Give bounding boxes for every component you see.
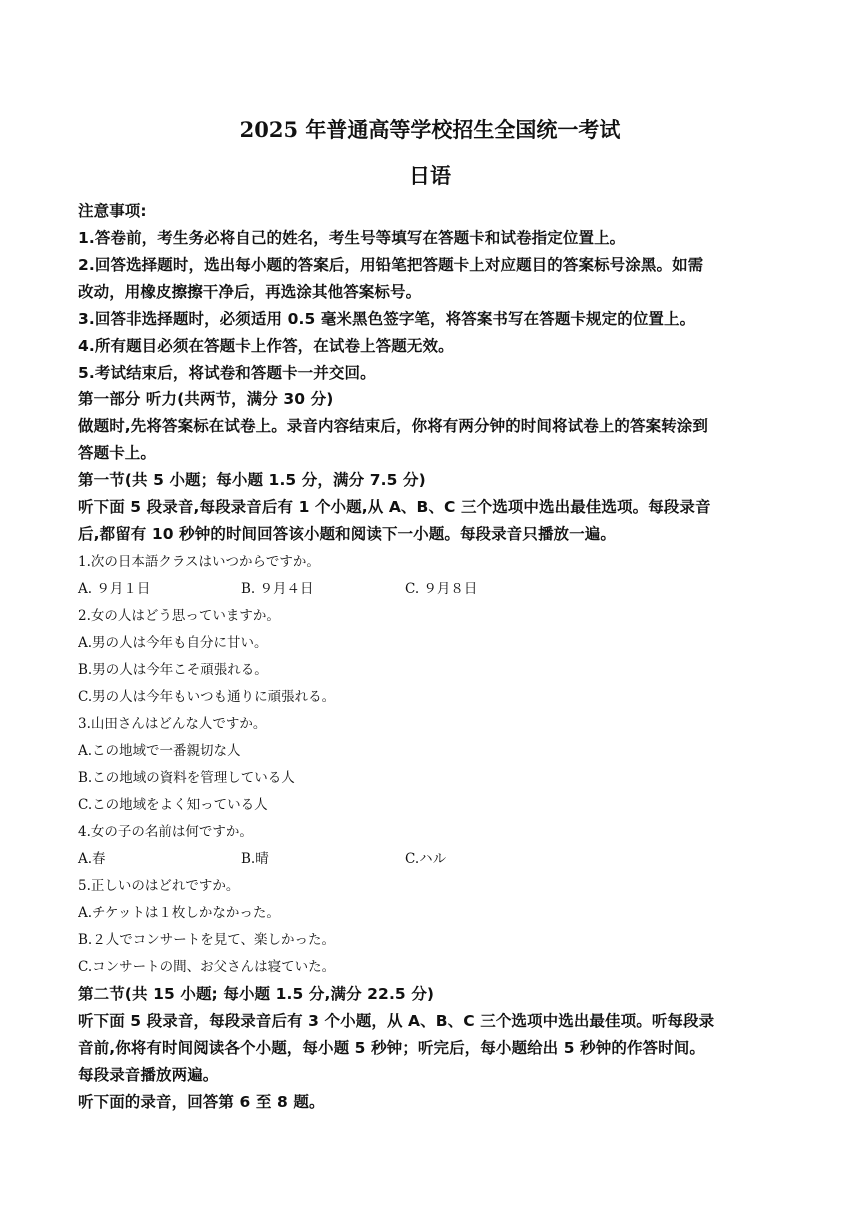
section1-instruction: 听下面 5 段录音,每段录音后有 1 个小题,从 A、B、C 三个选项中选出最佳选项。每段录音 — [78, 498, 711, 516]
question-1-option-b: B. ９月４日 — [241, 581, 314, 597]
question-2-option-b: B.男の人は今年こそ頑張れる。 — [78, 662, 268, 678]
notice-item: 5.考试结束后，将试卷和答题卡一并交回。 — [78, 364, 376, 382]
question-4: 4.女の子の名前は何ですか。 — [78, 824, 253, 840]
part1-heading: 第一部分 听力(共两节，满分 30 分) — [78, 390, 334, 408]
question-5-option-b: B.２人でコンサートを見て、楽しかった。 — [78, 932, 335, 948]
question-2-option-a: A.男の人は今年も自分に甘い。 — [78, 635, 268, 651]
question-3: 3.山田さんはどんな人ですか。 — [78, 716, 267, 732]
section2-heading: 第二节(共 15 小题; 每小题 1.5 分,满分 22.5 分) — [78, 985, 435, 1003]
question-3-option-a: A.この地域で一番親切な人 — [78, 743, 241, 759]
section1-heading: 第一节(共 5 小题；每小题 1.5 分，满分 7.5 分) — [78, 471, 426, 489]
question-5: 5.正しいのはどれですか。 — [78, 878, 240, 894]
question-5-option-c: C.コンサートの間、お父さんは寝ていた。 — [78, 959, 336, 975]
part1-instruction: 做题时,先将答案标在试卷上。录音内容结束后，你将有两分钟的时间将试卷上的答案转涂到 — [78, 417, 708, 435]
question-5-option-a: A.チケットは１枚しかなかった。 — [78, 905, 280, 921]
question-1-option-a: A. ９月１日 — [78, 581, 151, 597]
question-3-option-c: C.この地域をよく知っている人 — [78, 797, 268, 813]
section2-prompt: 听下面的录音，回答第 6 至 8 题。 — [78, 1093, 325, 1111]
question-2: 2.女の人はどう思っていますか。 — [78, 608, 280, 624]
section2-instruction: 每段录音播放两遍。 — [78, 1066, 219, 1084]
notice-item: 改动，用橡皮擦擦干净后，再选涂其他答案标号。 — [78, 283, 422, 301]
question-3-option-b: B.この地域の資料を管理している人 — [78, 770, 295, 786]
question-4-option-b: B.晴 — [241, 851, 269, 867]
question-1: 1.次の日本語クラスはいつからですか。 — [78, 554, 320, 570]
notice-heading: 注意事项: — [78, 202, 147, 220]
question-4-option-a: A.春 — [78, 851, 106, 867]
part1-instruction: 答题卡上。 — [78, 444, 157, 462]
question-1-option-c: C. ９月８日 — [405, 581, 478, 597]
notice-item: 4.所有题目必须在答题卡上作答，在试卷上答题无效。 — [78, 337, 454, 355]
question-2-option-c: C.男の人は今年もいつも通りに頑張れる。 — [78, 689, 336, 705]
section2-instruction: 听下面 5 段录音，每段录音后有 3 个小题，从 A、B、C 三个选项中选出最佳项。听每段录 — [78, 1012, 715, 1030]
notice-item: 3.回答非选择题时，必须适用 0.5 毫米黑色签字笔，将答案书写在答题卡规定的位置上。 — [78, 310, 696, 328]
exam-subject: 日语 — [409, 163, 451, 188]
section1-instruction: 后,都留有 10 秒钟的时间回答该小题和阅读下一小题。每段录音只播放一遍。 — [78, 525, 616, 543]
notice-item: 1.答卷前，考生务必将自己的姓名，考生号等填写在答题卡和试卷指定位置上。 — [78, 229, 626, 247]
exam-title: 2025 年普通高等学校招生全国统一考试 — [239, 117, 621, 142]
section2-instruction: 音前,你将有时间阅读各个小题，每小题 5 秒钟；听完后，每小题给出 5 秒钟的作答时间。 — [78, 1039, 705, 1057]
notice-item: 2.回答选择题时，选出每小题的答案后，用铅笔把答题卡上对应题目的答案标号涂黑。如需 — [78, 256, 704, 274]
question-4-option-c: C.ハル — [405, 851, 447, 867]
